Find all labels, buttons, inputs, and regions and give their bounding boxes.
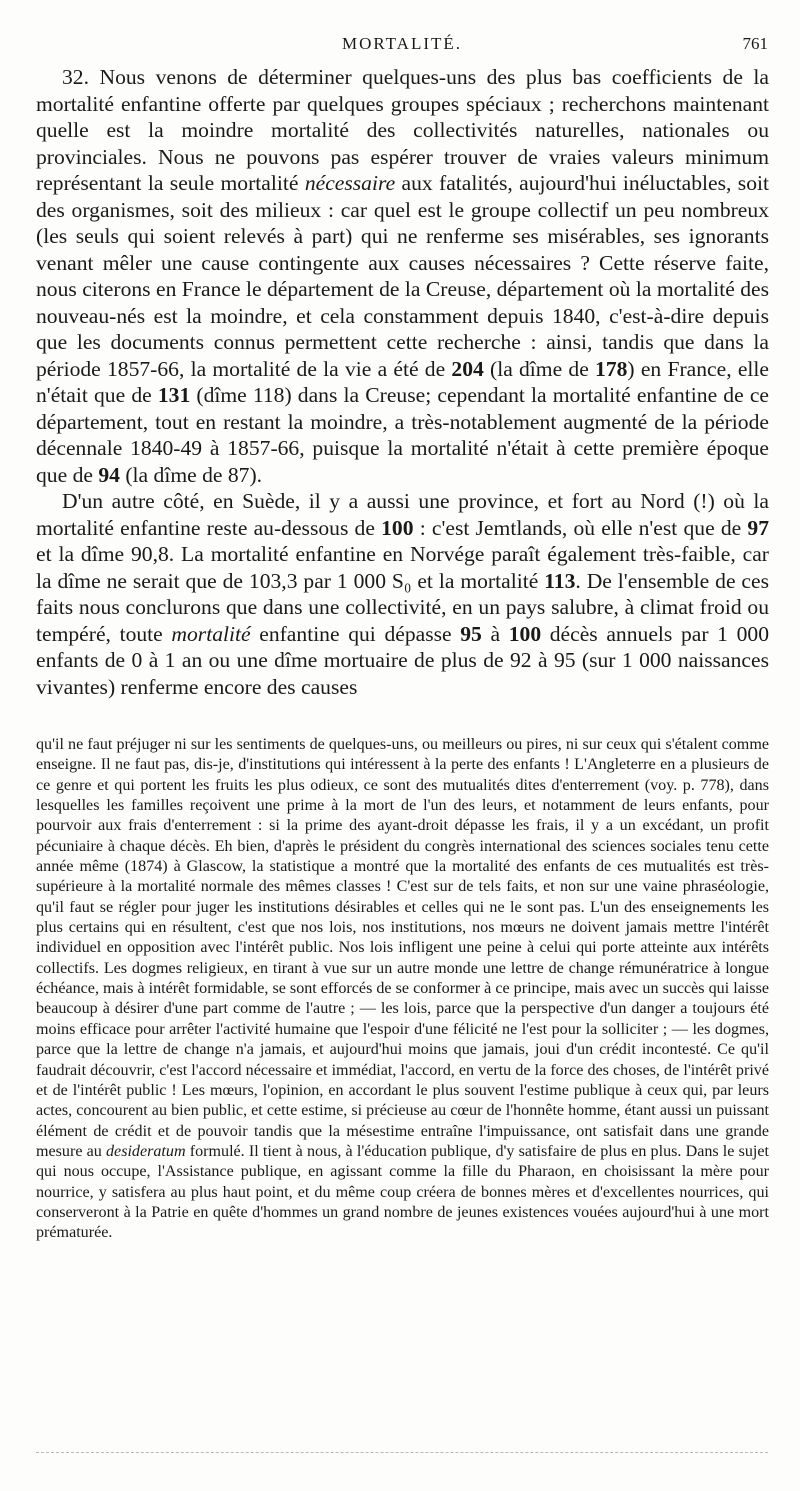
text-run: et la dîme 90,8. La mortalité enfantine en Norvége paraît également très-faible, car la dîme ne serait que de 103,3 par 1 000 S₀ et la mortalité — [36, 542, 769, 593]
text-run: D'un autre côté, en Suède, il y a aussi une province, et fort au Nord (!) où la mortalité enfantine reste au-dessous de — [36, 489, 769, 540]
figure-100b: 100 — [508, 621, 542, 646]
text-run: à — [481, 621, 509, 646]
main-text — [36, 64, 769, 700]
text-run: qu'il ne faut préjuger ni sur les sentiments de quelques-uns, ou meilleurs ou pires, ni sur ceux qui s'étalent comme enseigne. Il ne faut pas, dis-je, d'institutions qui intéressent à la perte des enfants ! L'Angleterre en a plusieurs de ce genre et qui portent les fruits les plus odieux, ce sont des mutualités dites d'enterrement (voy. p. 778), dans lesquelles les familles reçoivent une prime à la mort de l'un des leurs, et notamment de leurs enfants, pour pourvoir aux frais d'enterrement : si la prime des ayant-droit dépasse les frais, il y a un excédant, un profit pécuniaire à chaque décès. Eh bien, d'après le président du congrès international des sciences sociales tenu cette année même (1874) à Glascow, la statistique a montré que la mortalité des enfants de ces mutualités est très-supérieure à la mortalité normale des mêmes classes ! C'est sur de tels faits, et non sur une vaine phraséologie, qu'il faut se régler pour juger les institutions désirables et celles qui ne le sont pas. L'un des enseignements les plus certains qui en résultent, c'est que nos lois, nos institutions, nos mœurs ne doivent jamais mettre l'intérêt individuel en opposition avec l'intérêt public. Nos lois infligent une peine à celui qui porte atteinte aux intérêts collectifs. Les dogmes religieux, en tirant à vue sur un autre monde une lettre de change rémunératrice à longue échéance, mais à intérêt formidable, se sont efforcés de se conformer à ce principe, mais avec un succès qui laisse beaucoup à désirer d'une part comme de l'autre ; — les lois, parce que la perspective d'un danger a toujours été moins efficace pour arrêter l'activité humaine que l'espoir d'une félicité ne l'est pour la solliciter ; — les dogmes, parce que la lettre de change n'a jamais, et aujourd'hui moins que jamais, joui d'un crédit incontesté. Ce qu'il faudrait découvrir, c'est l'accord nécessaire et immédiat, l'accord, en vertu de la force des choses, de l'intérêt privé et de l'intérêt public ! Les mœurs, l'opinion, en accordant le plus souvent l'estime publique à ceux qui, par leurs actes, concourent au bien public, et cette estime, si précieuse au cœur de l'honnête homme, étant aussi un puissant élément de crédit et de pouvoir tandis que la mésestime entraîne l'impuissance, ont satisfait dans une grande mesure au — [36, 736, 769, 1160]
text-run: (la dîme de — [483, 356, 596, 381]
footnote-paragraph — [36, 735, 769, 1244]
text-run: . De l'ensemble de ces faits nous conclurons que dans une collectivité, en un pays salubre, à climat froid ou tempéré, toute — [36, 568, 770, 646]
text-run: : c'est Jemtlands, où elle n'est que de — [413, 515, 748, 540]
figure-100: 100 — [381, 515, 414, 540]
figure-204: 204 — [451, 356, 484, 381]
text-run: enfantine qui dépasse — [250, 621, 461, 646]
figure-97: 97 — [747, 515, 769, 540]
page-header — [36, 34, 768, 58]
running-title: MORTALITÉ. — [341, 34, 463, 53]
text-run: ) en France, elle n'était que de — [36, 356, 769, 407]
text-run: formulé. Il tient à nous, à l'éducation publique, d'y satisfaire de plus en plus. Dans le sujet qui nous occupe, l'Assistance publique, en agissant comme la fille du Pharaon, en choisissant la mère pour nourrice, y satisfera au plus haut point, et du même coup créera de bonnes mères et d'excellentes nourrices, qui conserveront à la Patrie en quête d'hommes un grand nombre de jeunes existences vouées aujourd'hui à une mort prématurée. — [36, 1142, 769, 1242]
figure-113: 113 — [544, 568, 576, 593]
emphasis-desideratum: desideratum — [106, 1142, 186, 1160]
text-run: (dîme 118) dans la Creuse; cependant la mortalité enfantine de ce département, tout en restant la moindre, a très-notablement augmenté de la période décennale 1840-49 à 1857-66, puisque la mortalité n'était à cette première époque que de — [36, 383, 769, 487]
figure-94: 94 — [98, 462, 120, 487]
paragraph-sweden — [36, 488, 769, 700]
figure-95: 95 — [460, 621, 482, 646]
text-run: décès annuels par 1 000 enfants de 0 à 1 an ou une dîme mortuaire de plus de 92 à 95 (sur 1 000 naissances vivantes) renferme encore des causes — [36, 621, 769, 699]
text-run: aux fatalités, aujourd'hui inéluctables, soit des organismes, soit des milieux : car quel est le groupe collectif un peu nombreux (les seuls qui soient relevés à part) qui ne renferme ses misérables, ses ignorants venant mêler une cause contingente aux causes nécessaires ? Cette réserve faite, nous citerons en France le département de la Creuse, département où la mortalité des nouveau-nés est la moindre, et cela constamment depuis 1840, c'est-à-dire depuis que les documents connus permettent cette recherche : ainsi, tandis que dans la période 1857-66, la mortalité de la vie a été de — [36, 171, 769, 381]
figure-131: 131 — [157, 383, 191, 407]
emphasis-necessaire: nécessaire — [304, 171, 396, 195]
page-number: 761 — [742, 34, 768, 53]
emphasis-mortalite: mortalité — [171, 621, 251, 646]
bottom-rule — [36, 1452, 768, 1453]
paragraph-32 — [36, 64, 769, 488]
text-run: (la dîme de 87). — [119, 462, 263, 487]
figure-178: 178 — [595, 356, 628, 381]
text-run: 32. Nous venons de déterminer quelques-uns des plus bas coefficients de la mortalité enfantine offerte par quelques groupes spéciaux ; recherchons maintenant quelle est la moindre mortalité des collectivités naturelles, nationales ou provinciales. Nous ne pouvons pas espérer trouver de vraies valeurs minimum représentant la seule mortalité — [36, 65, 769, 195]
footnote-text — [36, 735, 769, 1244]
